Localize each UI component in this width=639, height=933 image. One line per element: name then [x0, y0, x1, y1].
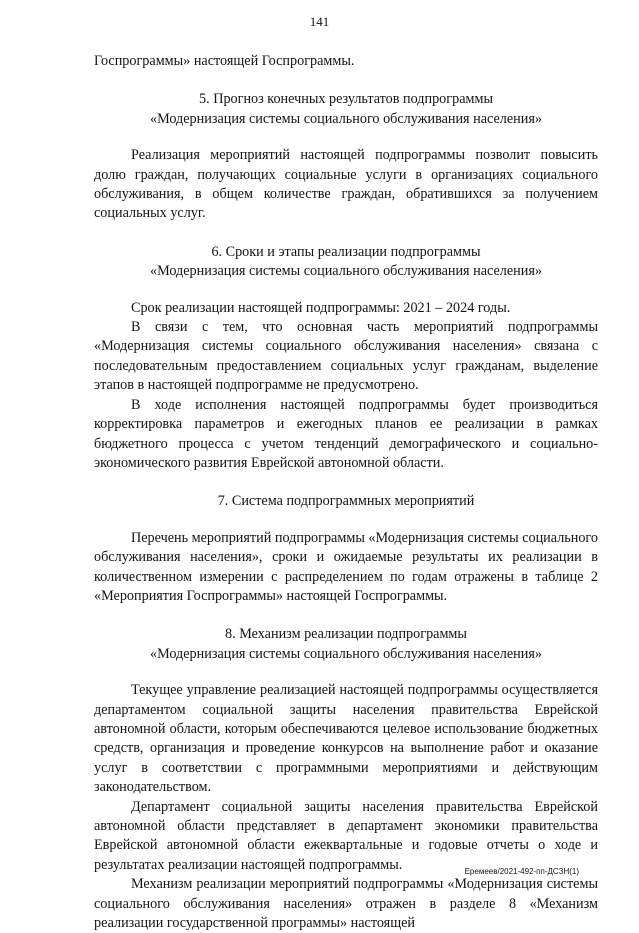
document-body — [94, 52, 598, 933]
section-8-title: 8. Механизм реализации подпрограммы — [225, 626, 467, 643]
intro-text: Госпрограммы» настоящей Госпрограммы. — [94, 53, 355, 69]
section-6-subtitle: «Модернизация системы социального обслуживания населения» — [150, 263, 542, 280]
section-7-paragraph-1: Перечень мероприятий подпрограммы «Модернизация системы социального обслуживания населения», сроки и ожидаемые результаты их реализации в количественном измерении с распределением по годам отражены в таблице 2 «Мероприятия Госпрограммы» настоящей Госпрограммы. — [94, 529, 598, 604]
section-6 — [94, 243, 598, 473]
page-number: 141 — [309, 14, 330, 29]
section-8-subtitle: «Модернизация системы социального обслуживания населения» — [150, 645, 542, 662]
section-8-paragraph-1: Текущее управление реализацией настоящей подпрограммы осуществляется департаментом социальной защиты населения правительства Еврейской автономной области, которым обеспечиваются целевое использование бюджетных средств, организация и проведение конкурсов на выполнение работ и оказание услуг в соответствии с программными мероприятиями и действующим законодательством. — [94, 682, 598, 796]
document-registration-code: Еремеев/2021-492-пп-ДСЗН(1) — [464, 867, 579, 876]
section-7-title: 7. Система подпрограммных мероприятий — [217, 493, 475, 510]
section-7 — [94, 492, 598, 606]
section-5-title: 5. Прогноз конечных результатов подпрограммы — [199, 91, 493, 108]
section-5-subtitle: «Модернизация системы социального обслуживания населения» — [150, 110, 542, 127]
section-6-paragraph-1: Срок реализации настоящей подпрограммы: 2021 – 2024 годы. — [131, 299, 511, 316]
section-6-title: 6. Сроки и этапы реализации подпрограммы — [211, 243, 481, 260]
section-5-paragraph-1: Реализация мероприятий настоящей подпрограммы позволит повысить долю граждан, получающих социальные услуги в организациях социального обслуживания, в общем количестве граждан, обратившихся за получением социальных услуг. — [94, 147, 598, 222]
section-5 — [94, 90, 598, 223]
section-8-paragraph-3: Механизм реализации мероприятий подпрограммы «Модернизация системы социального обслуживания населения» отражен в разделе 8 «Механизм реализации государственной программы» настоящей — [94, 876, 598, 932]
section-6-paragraph-2: В связи с тем, что основная часть мероприятий подпрограммы «Модернизация системы социального обслуживания населения» связана с последовательным предоставлением социальных услуг гражданам, выделение этапов в настоящей подпрограмме не предусмотрено. — [94, 319, 598, 394]
section-8 — [94, 625, 598, 933]
section-8-paragraph-2: Департамент социальной защиты населения правительства Еврейской автономной области представляет в департамент экономики правительства Еврейской автономной области ежеквартальные и годовые отчеты о ходе и результатах реализации настоящей подпрограммы. — [94, 798, 598, 873]
section-6-paragraph-3: В ходе исполнения настоящей подпрограммы будет производиться корректировка параметров и ежегодных планов ее реализации в рамках бюджетного процесса с учетом тенденций демографического и социально-экономического развития Еврейской автономной области. — [94, 396, 598, 471]
